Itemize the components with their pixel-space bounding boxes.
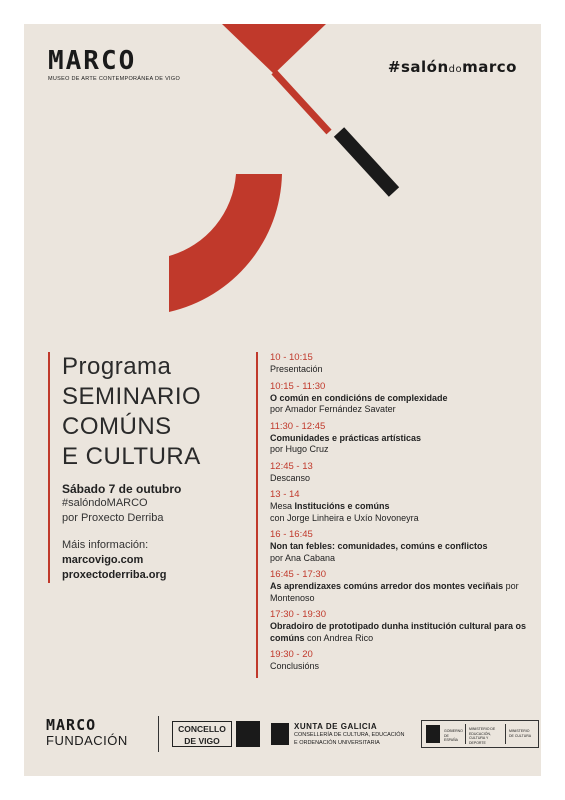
- logo-word: MARCO: [48, 46, 137, 76]
- schedule-item: [270, 569, 541, 604]
- schedule-post: con Andrea Rico: [307, 632, 374, 643]
- schedule-title: Comunidades e prácticas artísticas: [270, 432, 422, 443]
- schedule-post: por Amador Fernández Savater: [270, 404, 396, 414]
- title-line-2: SEMINARIO: [62, 383, 202, 410]
- title-line-3: COMÚNS: [62, 413, 172, 440]
- schedule-post: por Hugo Cruz: [270, 444, 329, 454]
- footer-marco: MARCO: [46, 716, 97, 734]
- schedule-time: 17:30 - 19:30: [270, 609, 326, 620]
- schedule-title: As aprendizaxes comúns arredor dos montes veciñais: [270, 581, 504, 591]
- schedule-post: por Ana Cabana: [270, 552, 336, 563]
- marco-logo: [48, 46, 181, 82]
- schedule-title: Institucións e comúns: [294, 501, 390, 511]
- xunta-sub-1: CONSELLERÍA DE CULTURA, EDUCACIÓN: [294, 732, 405, 738]
- concello-line-1: CONCELLO: [178, 724, 226, 734]
- gobierno-logo: [421, 720, 539, 748]
- schedule-desc: [270, 364, 541, 376]
- schedule-desc: [270, 473, 541, 485]
- schedule-time: 12:45 - 13: [270, 460, 313, 472]
- info-label: Máis información:: [62, 539, 149, 551]
- schedule-time: 16 - 16:45: [270, 529, 313, 540]
- gob-sep-2: [505, 724, 506, 744]
- xunta-title: XUNTA DE GALICIA: [294, 722, 378, 731]
- xunta-sub-2: E ORDENACIÓN UNIVERSITARIA: [294, 740, 380, 746]
- schedule-desc: [270, 541, 541, 564]
- hashtag-prefix: #salón: [387, 58, 449, 76]
- schedule-item: [270, 609, 541, 644]
- schedule-time: 11:30 - 12:45: [270, 420, 326, 432]
- poster: [24, 24, 541, 776]
- schedule-item: [270, 381, 541, 416]
- schedule-item: [270, 461, 541, 485]
- marco-fundacion-logo: [46, 718, 128, 748]
- spain-shield-icon: [426, 725, 440, 743]
- schedule-title: Obradoiro de prototipado dunha institución cultural para os comúns: [270, 621, 527, 643]
- footer-fundacion: FUNDACIÓN: [46, 733, 128, 748]
- schedule-item: [270, 649, 541, 673]
- event-date: Sábado 7 de outubro: [62, 482, 182, 496]
- red-crescent: [169, 174, 282, 312]
- schedule-pre: Presentación: [270, 364, 323, 374]
- vigo-crest-icon: [236, 721, 260, 747]
- gob-sep-1: [465, 724, 466, 744]
- link-proxectoderriba[interactable]: proxectoderriba.org: [62, 569, 167, 581]
- program-title: [62, 352, 252, 472]
- schedule-title: O común en condicións de complexidade: [270, 392, 448, 403]
- gob-text-2: MINISTERIO DE EDUCACIÓN, CULTURA Y DEPORTE: [469, 727, 496, 745]
- sponsor-footer: [46, 714, 532, 754]
- schedule-pre: Conclusións: [270, 661, 320, 671]
- link-marcovigo[interactable]: marcovigo.com: [62, 554, 144, 566]
- footer-divider: [158, 716, 159, 752]
- event-organizer: por Proxecto Derriba: [62, 512, 164, 524]
- schedule-post: con Jorge Linheira e Uxío Novoneyra: [270, 512, 419, 523]
- schedule-item: [270, 489, 541, 524]
- schedule-desc: [270, 661, 541, 673]
- event-hashtag: #salóndoMARCO: [62, 497, 148, 509]
- schedule-title: Non tan febles: comunidades, comúns e conflictos: [270, 541, 488, 551]
- schedule-desc: [270, 393, 541, 416]
- concello-line-2: DE VIGO: [184, 736, 220, 746]
- logo-subtitle: MUSEO DE ARTE CONTEMPORÁNEA DE VIGO: [48, 76, 181, 82]
- schedule-time: 10:15 - 11:30: [270, 380, 326, 392]
- schedule-item: [270, 352, 541, 376]
- title-line-1: Programa: [62, 353, 172, 380]
- hashtag-suffix: marco: [462, 58, 517, 76]
- xunta-emblem-icon: [271, 723, 289, 745]
- schedule-time: 19:30 - 20: [270, 649, 313, 660]
- schedule-pre: Descanso: [270, 472, 311, 483]
- schedule-pre: Mesa: [270, 501, 293, 511]
- schedule-time: 16:45 - 17:30: [270, 569, 326, 580]
- schedule-list: [256, 352, 541, 678]
- gob-text-3: MINISTERIO DE CULTURA: [509, 729, 532, 738]
- schedule-desc: [270, 433, 541, 456]
- schedule-item: [270, 421, 541, 456]
- schedule-item: [270, 529, 541, 564]
- hashtag-mid: do: [448, 64, 463, 75]
- black-bar: [339, 132, 394, 192]
- xunta-logo: [294, 722, 424, 747]
- red-flag-shape: [222, 24, 326, 74]
- concello-logo: [172, 721, 232, 747]
- schedule-desc: [270, 581, 541, 604]
- schedule-post: por Montenoso: [270, 581, 519, 603]
- schedule-desc: [270, 501, 541, 524]
- red-flag-pole: [274, 72, 329, 132]
- title-line-4: E CULTURA: [62, 443, 201, 470]
- program-info: [48, 352, 252, 583]
- schedule-desc: [270, 621, 541, 644]
- gob-text-1: GOBIERNO DE ESPAÑA: [444, 729, 463, 742]
- hashtag-logo: [388, 58, 517, 76]
- schedule-time: 10 - 10:15: [270, 352, 313, 363]
- schedule-time: 13 - 14: [270, 489, 300, 500]
